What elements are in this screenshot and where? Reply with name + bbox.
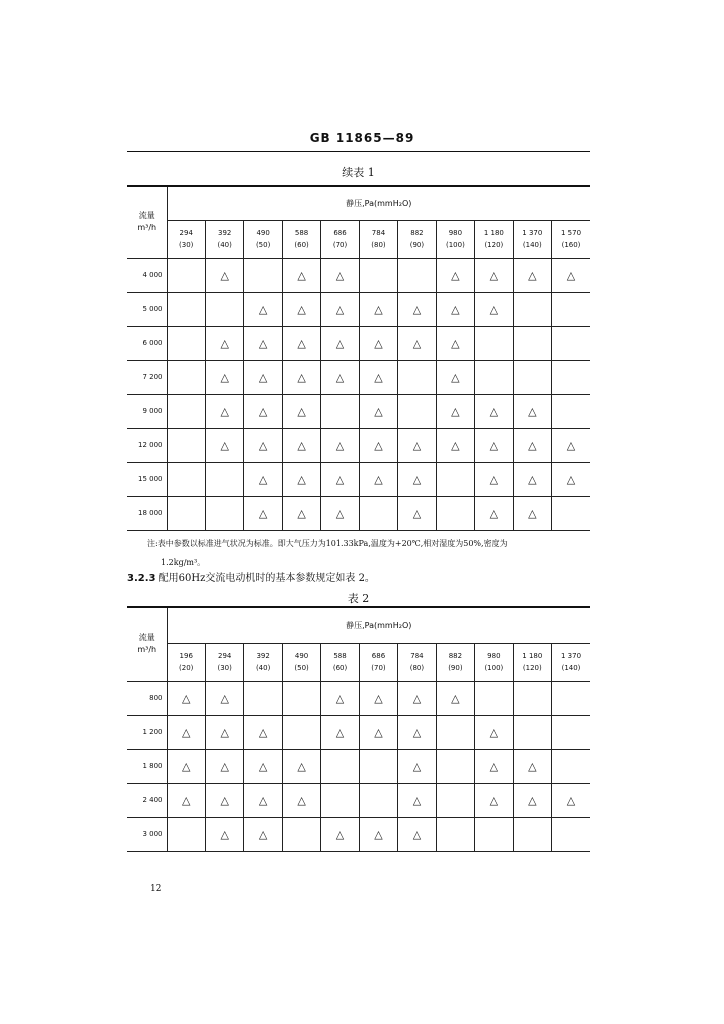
available-mark: △ <box>321 326 359 360</box>
available-mark: △ <box>321 715 359 749</box>
available-mark: △ <box>475 715 513 749</box>
pressure-mmh2o: (120) <box>484 241 504 249</box>
available-mark: △ <box>398 496 436 530</box>
empty-cell <box>513 360 551 394</box>
available-mark: △ <box>282 258 320 292</box>
pressure-mmh2o: (30) <box>217 664 232 672</box>
pressure-column-header <box>205 643 243 681</box>
available-mark: △ <box>167 783 205 817</box>
flow-value: 12 000 <box>127 428 167 462</box>
flow-unit: m³/h <box>137 645 157 655</box>
available-mark: △ <box>359 360 397 394</box>
empty-cell <box>205 292 243 326</box>
empty-cell <box>398 360 436 394</box>
available-mark: △ <box>167 715 205 749</box>
empty-cell <box>513 681 551 715</box>
available-mark: △ <box>436 326 474 360</box>
pressure-mmh2o: (160) <box>561 241 581 249</box>
table-row <box>127 817 590 851</box>
pressure-mmh2o: (140) <box>561 664 581 672</box>
table-row <box>127 428 590 462</box>
pressure-pa: 686 <box>371 652 386 660</box>
available-mark: △ <box>359 292 397 326</box>
pressure-column-header <box>398 643 436 681</box>
empty-cell <box>475 817 513 851</box>
available-mark: △ <box>282 428 320 462</box>
available-mark: △ <box>398 749 436 783</box>
available-mark: △ <box>552 258 590 292</box>
available-mark: △ <box>205 783 243 817</box>
flow-value: 9 000 <box>127 394 167 428</box>
flow-value: 7 200 <box>127 360 167 394</box>
flow-value: 15 000 <box>127 462 167 496</box>
pressure-mmh2o: (100) <box>484 664 504 672</box>
table-row <box>127 496 590 530</box>
flow-value: 1 200 <box>127 715 167 749</box>
table2 <box>127 606 590 852</box>
empty-cell <box>475 360 513 394</box>
pressure-mmh2o: (30) <box>179 241 194 249</box>
available-mark: △ <box>282 749 320 783</box>
available-mark: △ <box>436 681 474 715</box>
available-mark: △ <box>513 783 551 817</box>
available-mark: △ <box>513 428 551 462</box>
available-mark: △ <box>205 258 243 292</box>
available-mark: △ <box>359 326 397 360</box>
table-row <box>127 783 590 817</box>
table-row <box>127 360 590 394</box>
flow-value: 4 000 <box>127 258 167 292</box>
available-mark: △ <box>398 817 436 851</box>
available-mark: △ <box>436 394 474 428</box>
available-mark: △ <box>244 394 282 428</box>
pressure-mmh2o: (50) <box>294 664 309 672</box>
available-mark: △ <box>475 749 513 783</box>
available-mark: △ <box>475 496 513 530</box>
empty-cell <box>436 749 474 783</box>
available-mark: △ <box>398 428 436 462</box>
empty-cell <box>282 681 320 715</box>
available-mark: △ <box>205 428 243 462</box>
pressure-column-header <box>475 220 513 258</box>
available-mark: △ <box>321 817 359 851</box>
pressure-pa: 882 <box>448 652 463 660</box>
empty-cell <box>436 715 474 749</box>
flow-header <box>127 607 167 681</box>
table1-note <box>147 534 597 572</box>
flow-header <box>127 186 167 258</box>
empty-cell <box>552 360 590 394</box>
empty-cell <box>552 681 590 715</box>
available-mark: △ <box>244 817 282 851</box>
pressure-pa: 490 <box>294 652 309 660</box>
pressure-mmh2o: (60) <box>294 241 309 249</box>
pressure-pa: 294 <box>217 652 232 660</box>
pressure-column-header <box>513 643 551 681</box>
table1-caption: 续表 1 <box>342 166 375 179</box>
empty-cell <box>282 715 320 749</box>
pressure-pa: 1 370 <box>522 229 543 237</box>
empty-cell <box>436 783 474 817</box>
pressure-pa: 1 180 <box>522 652 543 660</box>
pressure-pa: 784 <box>371 229 386 237</box>
table-row <box>127 326 590 360</box>
available-mark: △ <box>205 715 243 749</box>
table-row <box>127 749 590 783</box>
available-mark: △ <box>321 258 359 292</box>
available-mark: △ <box>436 360 474 394</box>
pressure-column-header <box>282 220 320 258</box>
empty-cell <box>513 715 551 749</box>
pressure-mmh2o: (140) <box>522 241 542 249</box>
pressure-pa: 1 570 <box>560 229 582 237</box>
pressure-column-header <box>244 643 282 681</box>
pressure-pa: 686 <box>333 229 347 237</box>
flow-value: 1 800 <box>127 749 167 783</box>
pressure-column-header <box>205 220 243 258</box>
empty-cell <box>513 292 551 326</box>
pressure-mmh2o: (100) <box>445 241 465 249</box>
empty-cell <box>359 783 397 817</box>
available-mark: △ <box>321 360 359 394</box>
empty-cell <box>359 749 397 783</box>
pressure-column-header <box>436 643 474 681</box>
available-mark: △ <box>321 428 359 462</box>
pressure-column-header <box>359 643 397 681</box>
note-line-1: 注:表中参数以标准进气状况为标准。即大气压力为101.33kPa,温度为+20℃,相对湿度为50%,密度为 <box>147 539 508 548</box>
pressure-mmh2o: (50) <box>255 241 271 249</box>
empty-cell <box>436 817 474 851</box>
available-mark: △ <box>436 292 474 326</box>
empty-cell <box>321 783 359 817</box>
available-mark: △ <box>513 394 551 428</box>
pressure-pa: 294 <box>179 229 193 237</box>
available-mark: △ <box>398 681 436 715</box>
pressure-column-header <box>359 220 397 258</box>
empty-cell <box>475 681 513 715</box>
empty-cell <box>167 817 205 851</box>
available-mark: △ <box>244 326 282 360</box>
available-mark: △ <box>321 681 359 715</box>
available-mark: △ <box>321 292 359 326</box>
table-row <box>127 394 590 428</box>
pressure-column-header <box>436 220 474 258</box>
pressure-mmh2o: (60) <box>332 664 348 672</box>
empty-cell <box>552 326 590 360</box>
available-mark: △ <box>359 428 397 462</box>
empty-cell <box>552 715 590 749</box>
empty-cell <box>205 462 243 496</box>
empty-cell <box>321 749 359 783</box>
available-mark: △ <box>244 462 282 496</box>
section-3-2-3 <box>127 569 375 584</box>
pressure-mmh2o: (40) <box>217 241 232 249</box>
empty-cell <box>398 258 436 292</box>
empty-cell <box>436 496 474 530</box>
empty-cell <box>552 817 590 851</box>
empty-cell <box>321 394 359 428</box>
section-text: 配用60Hz交流电动机时的基本参数规定如表 2。 <box>158 573 375 584</box>
empty-cell <box>167 326 205 360</box>
flow-value: 800 <box>127 681 167 715</box>
flow-value: 3 000 <box>127 817 167 851</box>
empty-cell <box>513 817 551 851</box>
available-mark: △ <box>513 258 551 292</box>
empty-cell <box>205 496 243 530</box>
available-mark: △ <box>359 462 397 496</box>
available-mark: △ <box>398 783 436 817</box>
empty-cell <box>244 258 282 292</box>
empty-cell <box>244 681 282 715</box>
static-pressure-header: 静压,Pa(mmH₂O) <box>167 607 590 643</box>
static-pressure-header: 静压,Pa(mmH₂O) <box>167 186 590 220</box>
available-mark: △ <box>205 749 243 783</box>
pressure-pa: 490 <box>256 229 270 237</box>
available-mark: △ <box>513 462 551 496</box>
pressure-mmh2o: (90) <box>448 664 463 672</box>
flow-label: 流量 <box>138 211 155 221</box>
pressure-pa: 1 370 <box>560 652 582 660</box>
pressure-mmh2o: (20) <box>179 664 194 672</box>
pressure-column-header <box>321 643 359 681</box>
empty-cell <box>475 326 513 360</box>
table-row <box>127 715 590 749</box>
flow-value: 5 000 <box>127 292 167 326</box>
available-mark: △ <box>205 326 243 360</box>
pressure-pa: 392 <box>217 229 232 237</box>
flow-value: 2 400 <box>127 783 167 817</box>
available-mark: △ <box>475 462 513 496</box>
available-mark: △ <box>205 360 243 394</box>
flow-unit: m³/h <box>137 223 157 233</box>
available-mark: △ <box>475 428 513 462</box>
available-mark: △ <box>359 817 397 851</box>
available-mark: △ <box>205 394 243 428</box>
table-row <box>127 292 590 326</box>
empty-cell <box>552 394 590 428</box>
available-mark: △ <box>282 496 320 530</box>
pressure-column-header <box>282 643 320 681</box>
pressure-pa: 980 <box>487 652 501 660</box>
empty-cell <box>167 428 205 462</box>
available-mark: △ <box>282 360 320 394</box>
available-mark: △ <box>167 749 205 783</box>
empty-cell <box>359 496 397 530</box>
available-mark: △ <box>552 462 590 496</box>
pressure-column-header <box>513 220 551 258</box>
pressure-pa: 1 180 <box>483 229 504 237</box>
empty-cell <box>359 258 397 292</box>
pressure-pa: 392 <box>256 652 270 660</box>
available-mark: △ <box>167 681 205 715</box>
available-mark: △ <box>475 394 513 428</box>
standard-code: GB 11865—89 <box>309 131 415 145</box>
available-mark: △ <box>282 462 320 496</box>
pressure-pa: 588 <box>294 229 309 237</box>
flow-label: 流量 <box>138 633 155 643</box>
table-row <box>127 462 590 496</box>
pressure-column-header <box>552 220 590 258</box>
pressure-columns-row <box>127 643 590 681</box>
page-number: 12 <box>150 884 162 894</box>
available-mark: △ <box>398 462 436 496</box>
available-mark: △ <box>359 394 397 428</box>
pressure-mmh2o: (90) <box>409 241 425 249</box>
header-rule <box>127 151 590 152</box>
empty-cell <box>167 360 205 394</box>
empty-cell <box>282 817 320 851</box>
empty-cell <box>552 496 590 530</box>
table2-caption: 表 2 <box>347 592 370 605</box>
pressure-mmh2o: (120) <box>522 664 542 672</box>
pressure-column-header <box>321 220 359 258</box>
available-mark: △ <box>321 496 359 530</box>
available-mark: △ <box>205 681 243 715</box>
flow-value: 6 000 <box>127 326 167 360</box>
table-row <box>127 681 590 715</box>
available-mark: △ <box>244 783 282 817</box>
available-mark: △ <box>398 326 436 360</box>
section-number: 3.2.3 <box>127 573 156 584</box>
available-mark: △ <box>282 783 320 817</box>
flow-value: 18 000 <box>127 496 167 530</box>
available-mark: △ <box>398 715 436 749</box>
available-mark: △ <box>244 749 282 783</box>
empty-cell <box>398 394 436 428</box>
pressure-mmh2o: (70) <box>371 664 386 672</box>
available-mark: △ <box>244 360 282 394</box>
empty-cell <box>552 749 590 783</box>
pressure-mmh2o: (40) <box>255 664 271 672</box>
pressure-pa: 588 <box>333 652 347 660</box>
pressure-pa: 980 <box>448 229 463 237</box>
pressure-column-header <box>552 643 590 681</box>
pressure-column-header <box>475 643 513 681</box>
empty-cell <box>552 292 590 326</box>
available-mark: △ <box>244 292 282 326</box>
table-row <box>127 258 590 292</box>
available-mark: △ <box>244 496 282 530</box>
pressure-pa: 882 <box>410 229 424 237</box>
available-mark: △ <box>513 749 551 783</box>
available-mark: △ <box>513 496 551 530</box>
pressure-mmh2o: (70) <box>332 241 348 249</box>
available-mark: △ <box>321 462 359 496</box>
empty-cell <box>167 394 205 428</box>
empty-cell <box>167 496 205 530</box>
pressure-column-header <box>398 220 436 258</box>
empty-cell <box>167 462 205 496</box>
empty-cell <box>436 462 474 496</box>
header-row <box>127 607 590 643</box>
pressure-pa: 196 <box>179 652 193 660</box>
available-mark: △ <box>205 817 243 851</box>
header-row <box>127 186 590 220</box>
note-line-2: 1.2kg/m³。 <box>161 558 206 567</box>
available-mark: △ <box>359 715 397 749</box>
pressure-mmh2o: (80) <box>409 664 425 672</box>
available-mark: △ <box>282 394 320 428</box>
pressure-pa: 784 <box>410 652 424 660</box>
available-mark: △ <box>244 715 282 749</box>
pressure-column-header <box>244 220 282 258</box>
available-mark: △ <box>398 292 436 326</box>
available-mark: △ <box>244 428 282 462</box>
available-mark: △ <box>436 258 474 292</box>
available-mark: △ <box>475 292 513 326</box>
pressure-mmh2o: (80) <box>371 241 386 249</box>
pressure-column-header <box>167 643 205 681</box>
available-mark: △ <box>359 681 397 715</box>
available-mark: △ <box>436 428 474 462</box>
available-mark: △ <box>552 783 590 817</box>
pressure-columns-row <box>127 220 590 258</box>
available-mark: △ <box>475 783 513 817</box>
empty-cell <box>513 326 551 360</box>
empty-cell <box>167 258 205 292</box>
empty-cell <box>167 292 205 326</box>
available-mark: △ <box>552 428 590 462</box>
table1 <box>127 185 590 531</box>
available-mark: △ <box>475 258 513 292</box>
available-mark: △ <box>282 292 320 326</box>
available-mark: △ <box>282 326 320 360</box>
pressure-column-header <box>167 220 205 258</box>
